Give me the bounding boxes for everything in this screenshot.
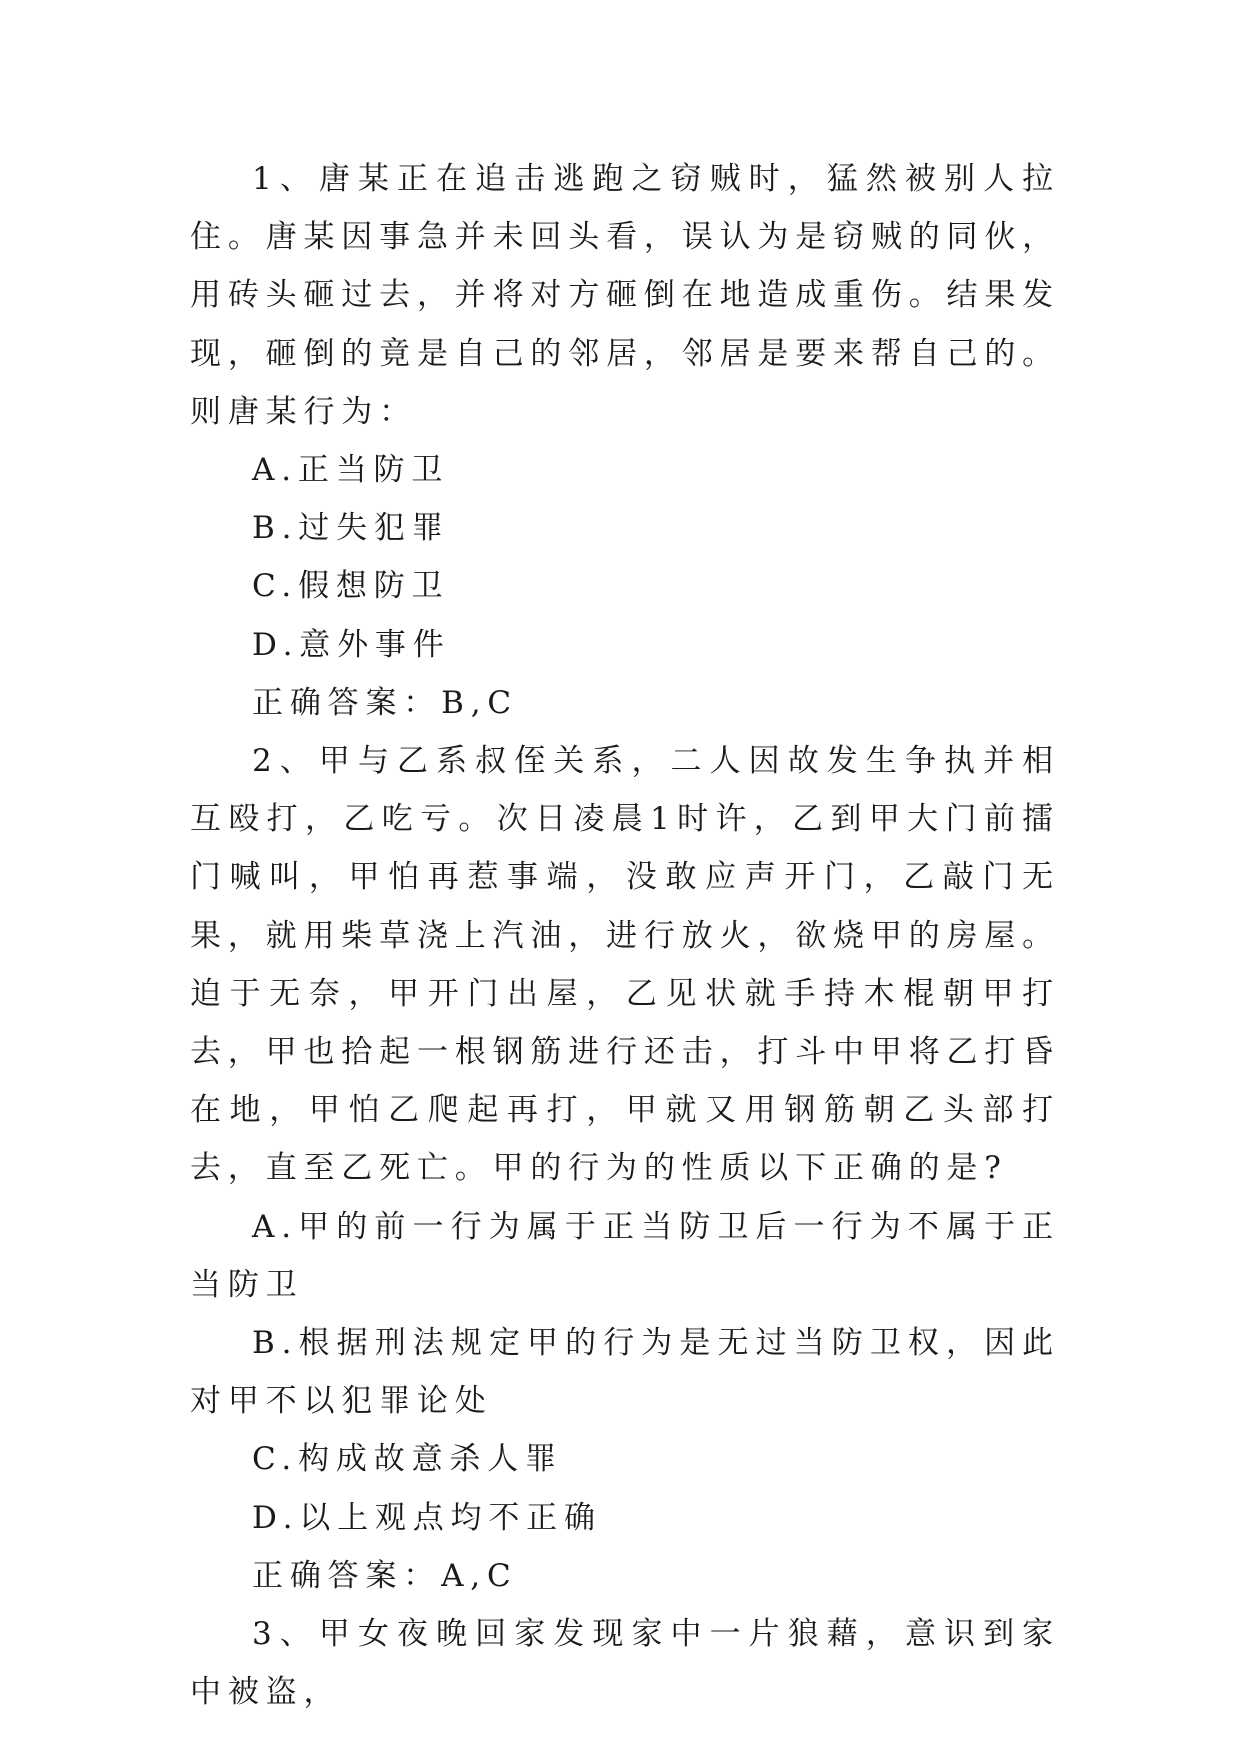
question-1 (190, 150, 1060, 732)
option-c: C.构成故意杀人罪 (252, 1441, 563, 1478)
option-a: A.正当防卫 (252, 452, 450, 489)
option-c: C.假想防卫 (252, 568, 450, 605)
answer-line: 正确答案：A,C (252, 1557, 518, 1594)
question-stem: 2、甲与乙系叔侄关系，二人因故发生争执并相互殴打，乙吃亏。次日凌晨1时许，乙到甲大门前擂门喊叫，甲怕再惹事端，没敢应声开门，乙敲门无果，就用柴草浇上汽油，进行放火，欲烧甲的房屋。迫于无奈，甲开门出屋，乙见状就手持木棍朝甲打去，甲也拾起一根钢筋进行还击，打斗中甲将乙打昏在地，甲怕乙爬起再打，甲就又用钢筋朝乙头部打去，直至乙死亡。甲的行为的性质以下正确的是? (190, 743, 1060, 1187)
document-page (190, 150, 1060, 1721)
question-stem: 1、唐某正在追击逃跑之窃贼时，猛然被别人拉住。唐某因事急并未回头看，误认为是窃贼的同伙，用砖头砸过去，并将对方砸倒在地造成重伤。结果发现，砸倒的竟是自己的邻居，邻居是要来帮自己的。则唐某行为： (190, 161, 1060, 430)
question-stem: 3、甲女夜晚回家发现家中一片狼藉，意识到家中被盗， (190, 1616, 1060, 1711)
question-3 (190, 1605, 1060, 1721)
option-b: B.根据刑法规定甲的行为是无过当防卫权，因此对甲不以犯罪论处 (190, 1325, 1060, 1420)
answer-line: 正确答案：B,C (252, 684, 518, 721)
option-d: D.以上观点均不正确 (252, 1499, 602, 1536)
option-d: D.意外事件 (252, 626, 451, 663)
option-b: B.过失犯罪 (252, 510, 450, 547)
question-2 (190, 732, 1060, 1605)
option-a: A.甲的前一行为属于正当防卫后一行为不属于正当防卫 (190, 1208, 1060, 1303)
